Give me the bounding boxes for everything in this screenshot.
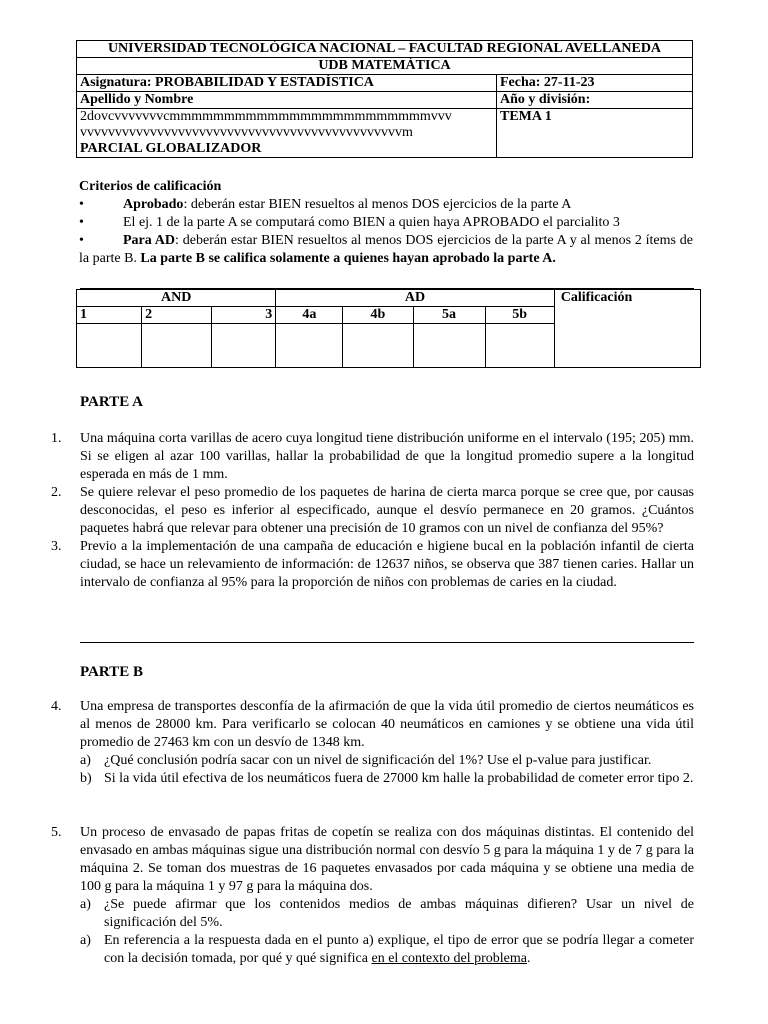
- subject-field: Asignatura: PROBABILIDAD Y ESTADÍSTICA: [77, 75, 497, 92]
- grade-cell-4b[interactable]: [343, 324, 413, 368]
- bullet-icon: •: [79, 233, 84, 248]
- col-5b: 5b: [485, 307, 554, 324]
- sub-item: [80, 752, 694, 770]
- group-and: AND: [77, 290, 276, 307]
- grade-cell-3[interactable]: [212, 324, 276, 368]
- header-table: [76, 40, 693, 158]
- year-label: Año y división:: [497, 92, 693, 109]
- question-text: Una máquina corta varillas de acero cuya longitud tiene distribución uniforme en el intervalo (195; 205) mm. Si se eligen al azar 100 varillas, hallar la probabilidad de que la longitud promedio supere a la longitud esperada en más de 1 mm.: [80, 431, 694, 482]
- sub-text: Si la vida útil efectiva de los neumáticos fuera de 27000 km halle la probabilidad de cometer error tipo 2.: [104, 771, 694, 786]
- question-3: [51, 538, 694, 592]
- question-number: 3.: [51, 539, 62, 554]
- question-body: [80, 698, 694, 788]
- question-number: 5.: [51, 825, 62, 840]
- part-b-title: PARTE B: [80, 664, 143, 680]
- question-text: Previo a la implementación de una campaña de educación e higiene bucal en la población infantil de cierta ciudad, se hace un relevamiento de información: de 12637 niños, se observa que 387 tienen caries. Hallar un intervalo de confianza al 95% para la proporción de niños con problemas de caries en la ciudad.: [80, 539, 694, 590]
- grade-table: [76, 289, 701, 368]
- sub-text: [104, 932, 694, 968]
- section-divider: [80, 642, 694, 643]
- university-name: UNIVERSIDAD TECNOLÓGICA NACIONAL – FACULTAD REGIONAL AVELLANEDA: [77, 41, 693, 58]
- question-5: [51, 824, 694, 968]
- sub-item: [80, 932, 694, 968]
- sub-text: ¿Qué conclusión podría sacar con un nivel de significación del 1%? Use el p-value para justificar.: [104, 753, 652, 768]
- criteria-bold: Aprobado: [123, 197, 184, 212]
- part-b-q5: [51, 824, 694, 968]
- sub-label: a): [80, 753, 91, 768]
- criteria-title: Criterios de calificación: [79, 179, 222, 194]
- part-a-list: [51, 430, 694, 592]
- group-ad: AD: [276, 290, 554, 307]
- col-4b: 4b: [343, 307, 413, 324]
- question-text: Una empresa de transportes desconfía de la afirmación de que la vida útil promedio de ciertos neumáticos es al menos de 28000 km. Para verificarlo se colocan 40 neumáticos en camiones y se obtiene una vida útil promedio de 27463 km con un desvío de 1348 km.: [80, 699, 694, 750]
- criteria-bold: Para AD: [123, 233, 176, 248]
- grade-cell-5b[interactable]: [485, 324, 554, 368]
- name-label: Apellido y Nombre: [77, 92, 497, 109]
- sub-label: a): [80, 897, 91, 912]
- grade-cell-1[interactable]: [77, 324, 142, 368]
- department-name: UDB MATEMÁTICA: [77, 58, 693, 75]
- name-value-cell: [77, 109, 497, 158]
- date-field: Fecha: 27-11-23: [497, 75, 693, 92]
- criteria-text: El ej. 1 de la parte A se computará como BIEN a quien haya APROBADO el parcialito 3: [123, 215, 620, 230]
- sub-label: a): [80, 933, 91, 948]
- grade-cell-2[interactable]: [142, 324, 212, 368]
- col-5a: 5a: [413, 307, 485, 324]
- criteria-bold-tail: La parte B se califica solamente a quienes hayan aprobado la parte A.: [140, 251, 556, 266]
- part-a-title: PARTE A: [80, 394, 143, 410]
- group-calificacion: Calificación: [554, 290, 700, 368]
- question-1: [51, 430, 694, 484]
- question-body: [80, 824, 694, 968]
- question-2: [51, 484, 694, 538]
- grade-cell-5a[interactable]: [413, 324, 485, 368]
- sub-text: ¿Se puede afirmar que los contenidos medios de ambas máquinas difieren? Usar un nivel de significación del 5%.: [104, 897, 694, 930]
- criteria-item: [79, 214, 693, 232]
- col-1: 1: [77, 307, 142, 324]
- sub-label: b): [80, 771, 92, 786]
- sub-text-main: En referencia a la respuesta dada en el punto a) explique, el tipo de error que se podría llegar a cometer con la decisión tomada, por qué y qué significa: [104, 933, 694, 966]
- grading-criteria: [79, 178, 693, 268]
- underlined-phrase: en el contexto del problema: [371, 951, 527, 966]
- sub-item: [80, 896, 694, 932]
- col-3: 3: [212, 307, 276, 324]
- bullet-icon: •: [79, 197, 84, 212]
- criteria-text: : deberán estar BIEN resueltos al menos DOS ejercicios de la parte A: [183, 197, 572, 212]
- criteria-item: [79, 196, 693, 214]
- bullet-icon: •: [79, 215, 84, 230]
- col-2: 2: [142, 307, 212, 324]
- grade-cell-4a[interactable]: [276, 324, 343, 368]
- criteria-text: : deberán estar BIEN resueltos al menos DOS ejercicios de la parte A y al menos 2 ítems de la parte B.: [79, 233, 693, 266]
- part-b-q4: [51, 698, 694, 788]
- question-4: [51, 698, 694, 788]
- sub-text-tail: .: [526, 951, 531, 966]
- question-number: 2.: [51, 485, 62, 500]
- question-number: 1.: [51, 431, 62, 446]
- question-text: Se quiere relevar el peso promedio de los paquetes de harina de cierta marca porque se cree que, por causas desconocidas, el peso es inferior al especificado, aunque el desvío permanece en 20 gramos. ¿Cuántos paquetes habrá que relevar para obtener una precisión de 10 gramos con un nivel de confianza del 95%?: [80, 485, 694, 536]
- name-line-2: vvvvvvvvvvvvvvvvvvvvvvvvvvvvvvvvvvvvvvvvvvvvvvm: [80, 125, 413, 140]
- criteria-item: [79, 232, 693, 268]
- sub-item: [80, 770, 694, 788]
- question-text: Un proceso de envasado de papas fritas de copetín se realiza con dos máquinas distintas. El contenido del envasado en ambas máquinas sigue una distribución normal con desvío 5 g para la máquina 1 y de 7 g para la máquina 2. Se toman dos muestras de 16 paquetes envasados por cada máquina y se obtiene una media de 100 g para la máquina 1 y 97 g para la máquina dos.: [80, 825, 694, 894]
- tema-field: TEMA 1: [497, 109, 693, 158]
- name-line-1: 2dovcvvvvvvvcmmmmmmmmmmmmmmmmmmmmmmmmvvv: [80, 109, 452, 124]
- question-number: 4.: [51, 699, 62, 714]
- exam-type: PARCIAL GLOBALIZADOR: [80, 141, 262, 156]
- col-4a: 4a: [276, 307, 343, 324]
